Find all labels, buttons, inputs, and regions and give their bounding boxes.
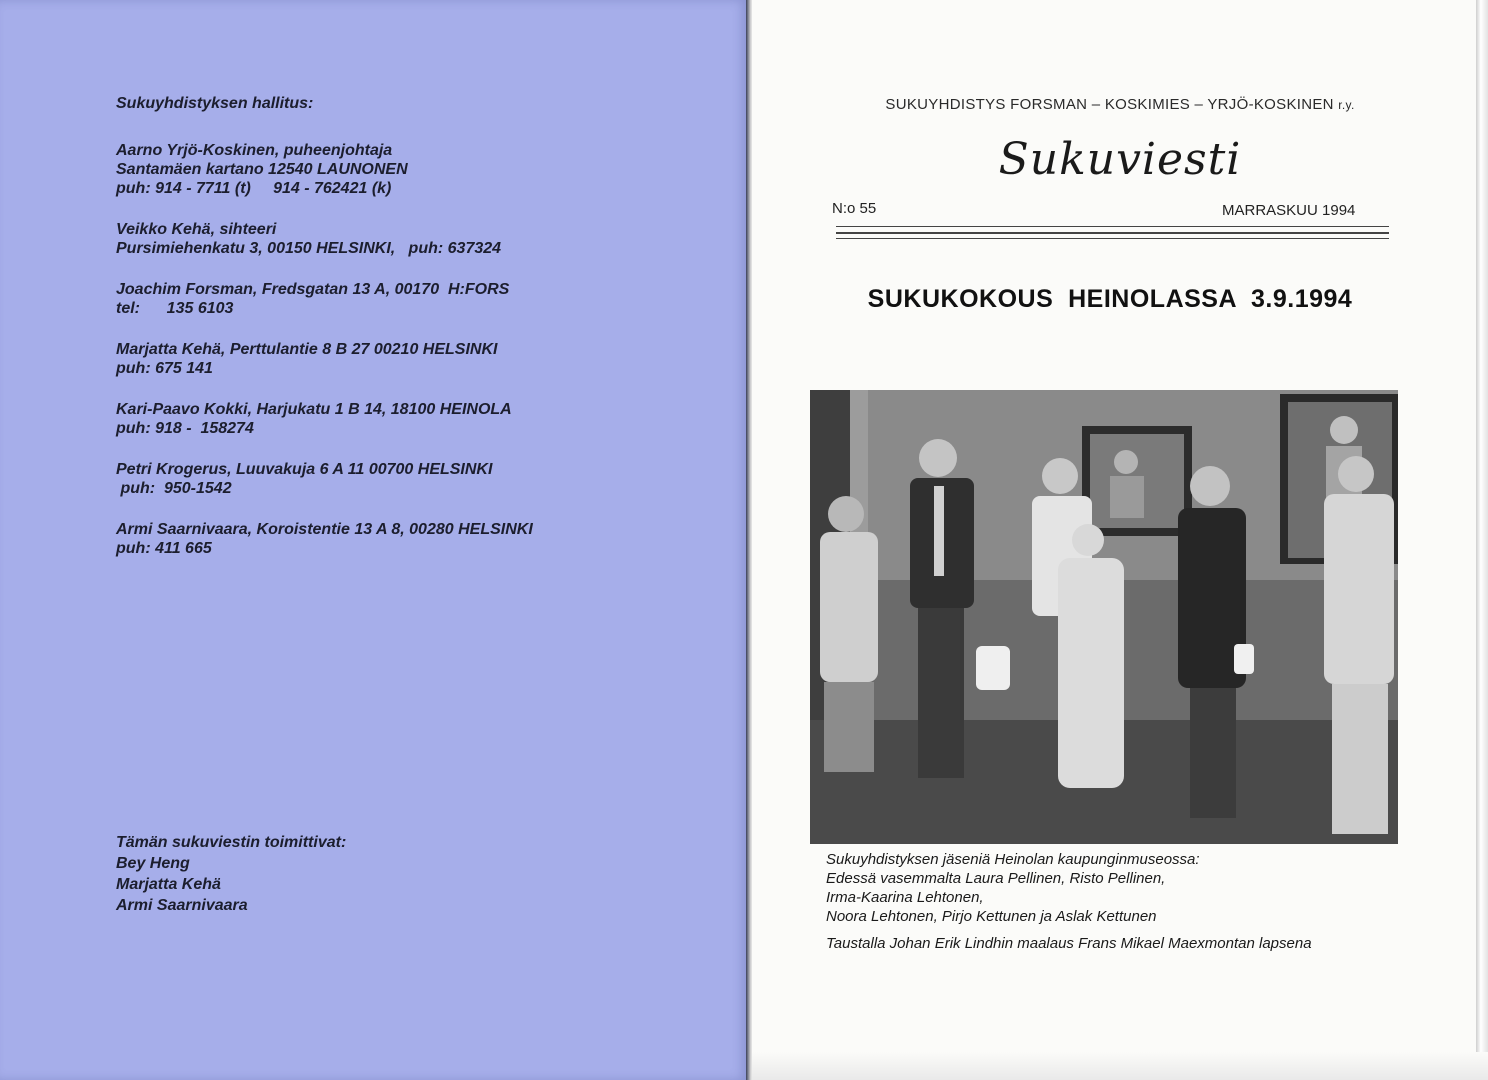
member-line: Santamäen kartano 12540 LAUNONEN	[116, 161, 408, 178]
board-member	[116, 141, 716, 198]
header-rule	[836, 238, 1389, 239]
page-edge	[1476, 0, 1488, 1080]
editors-heading: Tämän sukuviestin toimittivat:	[116, 834, 347, 851]
photo-caption	[826, 850, 1386, 953]
member-line: Pursimiehenkatu 3, 00150 HELSINKI, puh: 637324	[116, 240, 502, 257]
caption-line: Irma-Kaarina Lehtonen,	[826, 889, 984, 906]
member-line: puh: 675 141	[116, 360, 213, 377]
editors-block	[116, 832, 346, 916]
headline: SUKUKOKOUS HEINOLASSA 3.9.1994	[867, 285, 1353, 313]
member-line: Veikko Kehä, sihteeri	[116, 221, 277, 238]
board-list	[116, 94, 716, 580]
member-line: Joachim Forsman, Fredsgatan 13 A, 00170 H:FORS	[116, 281, 510, 298]
header-rule	[836, 232, 1389, 234]
caption-line: Edessä vasemmalta Laura Pellinen, Risto Pellinen,	[826, 870, 1166, 887]
board-heading: Sukuyhdistyksen hallitus:	[116, 95, 314, 112]
board-member	[116, 220, 716, 258]
issue-number: N:o 55	[832, 200, 877, 217]
association-suffix: r.y.	[1338, 98, 1355, 112]
member-line: Marjatta Kehä, Perttulantie 8 B 27 00210 HELSINKI	[116, 341, 498, 358]
member-line: puh: 918 - 158274	[116, 420, 254, 437]
board-member	[116, 400, 716, 438]
editor-name: Marjatta Kehä	[116, 876, 221, 893]
magazine-title: Sukuviesti	[998, 134, 1242, 185]
member-line: puh: 914 - 7711 (t) 914 - 762421 (k)	[116, 180, 392, 197]
editor-name: Bey Heng	[116, 855, 190, 872]
issue-date: MARRASKUU 1994	[1222, 202, 1356, 219]
caption-line: Sukuyhdistyksen jäseniä Heinolan kaupunginmuseossa:	[826, 851, 1200, 868]
association-text: SUKUYHDISTYS FORSMAN – KOSKIMIES – YRJÖ-KOSKINEN	[885, 96, 1334, 113]
header-rule	[836, 226, 1389, 227]
group-photo	[810, 390, 1398, 844]
member-line: Aarno Yrjö-Koskinen, puheenjohtaja	[116, 142, 393, 159]
member-line: puh: 950-1542	[116, 480, 232, 497]
board-member	[116, 460, 716, 498]
member-line: Kari-Paavo Kokki, Harjukatu 1 B 14, 18100 HEINOLA	[116, 401, 512, 418]
group-photo-illustration	[810, 390, 1398, 844]
member-line: Petri Krogerus, Luuvakuja 6 A 11 00700 HELSINKI	[116, 461, 493, 478]
member-line: Armi Saarnivaara, Koroistentie 13 A 8, 00280 HELSINKI	[116, 521, 533, 538]
caption-background-note: Taustalla Johan Erik Lindhin maalaus Frans Mikael Maexmontan lapsena	[826, 935, 1312, 952]
editor-name: Armi Saarnivaara	[116, 897, 248, 914]
caption-line: Noora Lehtonen, Pirjo Kettunen ja Aslak Kettunen	[826, 908, 1157, 925]
page-edge-bottom	[752, 1052, 1488, 1080]
member-line: puh: 411 665	[116, 540, 212, 557]
board-member	[116, 280, 716, 318]
member-line: tel: 135 6103	[116, 300, 234, 317]
association-name	[800, 96, 1440, 113]
board-member	[116, 520, 716, 558]
board-member	[116, 340, 716, 378]
